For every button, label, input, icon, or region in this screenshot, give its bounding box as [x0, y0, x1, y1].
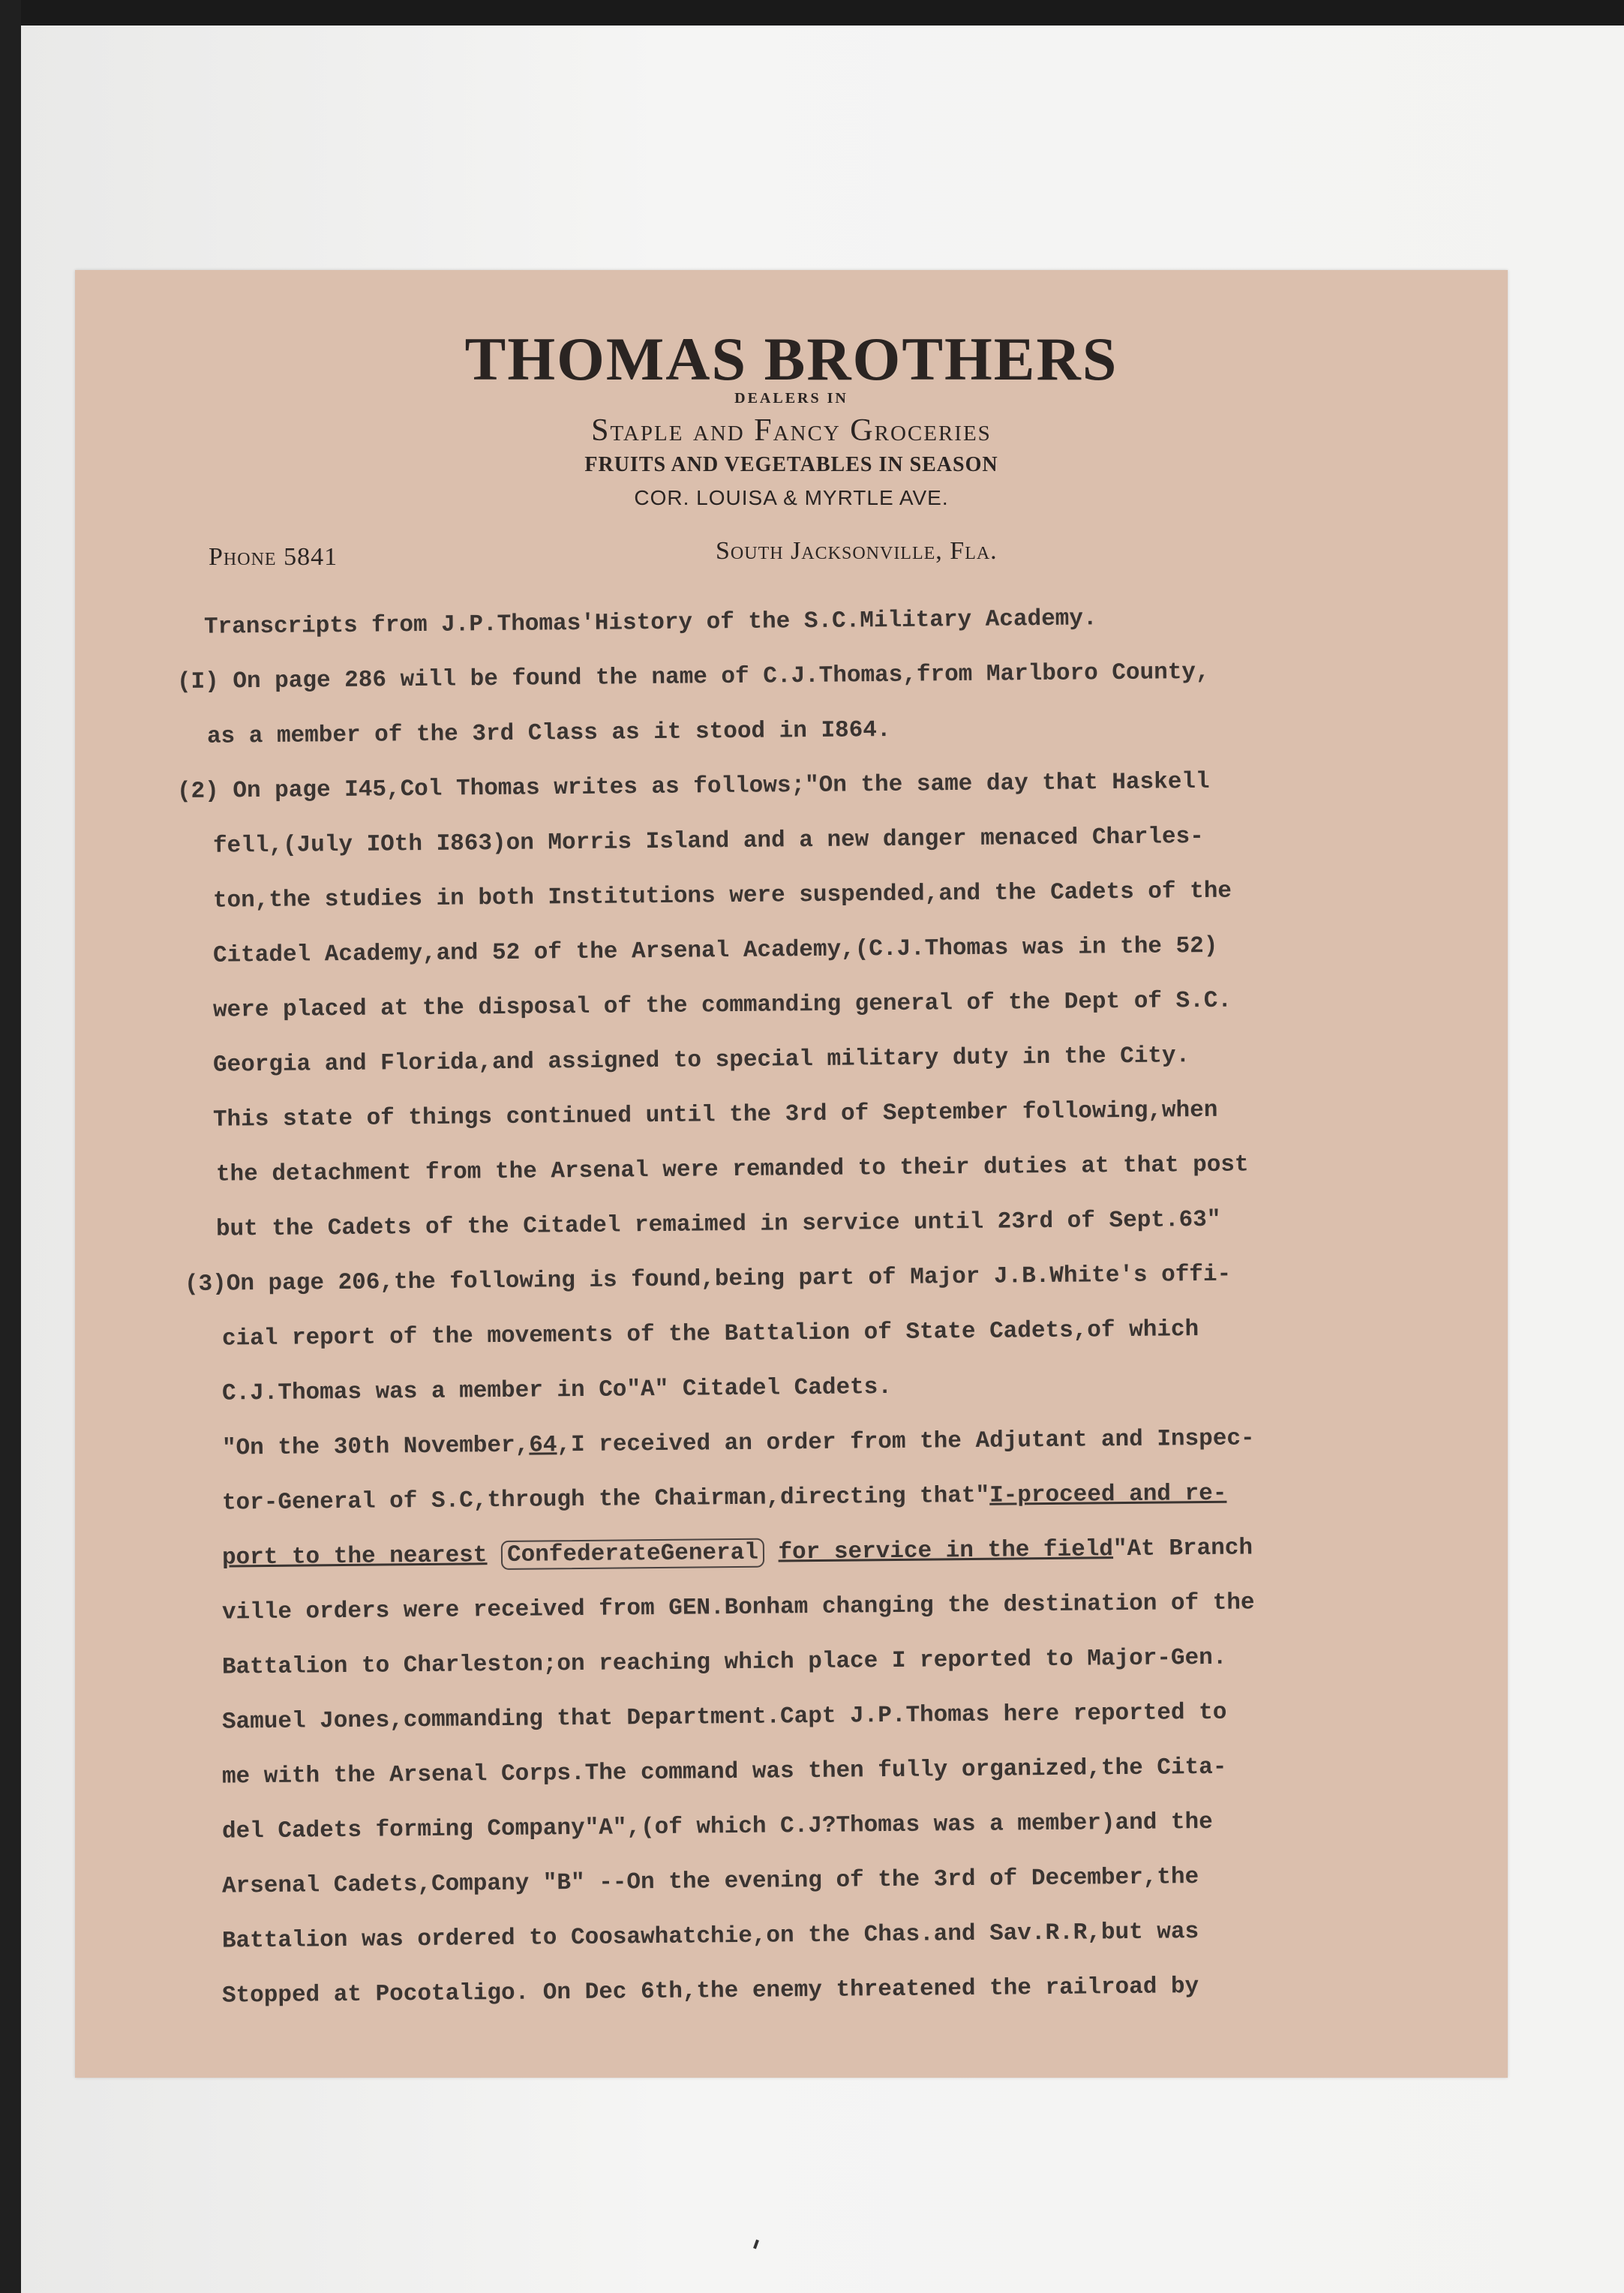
body-line: Samuel Jones,commanding that Department.Capt J.P.Thomas here reported to	[221, 1699, 1227, 1736]
underlined-year: 64	[529, 1432, 557, 1459]
letterhead-produce: FRUITS AND VEGETABLES IN SEASON	[584, 453, 998, 476]
underlined-order: port to the nearest	[221, 1542, 488, 1571]
letterhead-firm-name: THOMAS BROTHERS	[464, 325, 1118, 393]
underlined-order: for service in the field	[778, 1536, 1114, 1566]
body-line: Battalion was ordered to Coosawhatchie,on the Chas.and Sav.R.R,but was	[221, 1919, 1199, 1955]
typed-transcript	[176, 600, 1494, 2024]
body-line: This state of things continued until the 3rd of September following,when	[212, 1097, 1218, 1133]
body-line: the detachment from the Arsenal were remanded to their duties at that post	[215, 1151, 1249, 1188]
body-fragment: tor-General of S.C,through the Chairman,directing that"	[221, 1482, 990, 1517]
letterhead-city: South Jacksonville, Fla.	[716, 537, 998, 565]
letterhead-dealers-in: DEALERS IN	[734, 390, 848, 407]
body-line: (2) On page I45,Col Thomas writes as follows;"On the same day that Haskell	[176, 768, 1210, 805]
body-line: ville orders were received from GEN.Bonham changing the destination of the	[221, 1589, 1255, 1626]
body-line: fell,(July IOth I863)on Morris Island and a new danger menaced Charles-	[212, 824, 1204, 860]
body-line: cial report of the movements of the Battalion of State Cadets,of which	[221, 1316, 1199, 1352]
body-line: Stopped at Pocotaligo. On Dec 6th,the enemy threatened the railroad by	[221, 1973, 1199, 2009]
body-line: C.J.Thomas was a member in Co"A" Citadel Cadets.	[221, 1374, 893, 1407]
body-line: Georgia and Florida,and assigned to special military duty in the City.	[212, 1043, 1190, 1079]
scanner-frame-left	[0, 0, 21, 2293]
scanner-frame-top	[0, 0, 1624, 26]
body-line: Transcripts from J.P.Thomas'History of the S.C.Military Academy.	[203, 605, 1097, 641]
boxed-text: ConfederateGeneral	[501, 1538, 764, 1570]
body-line: me with the Arsenal Corps.The command was then fully organized,the Cita-	[221, 1754, 1227, 1790]
body-line: as a member of the 3rd Class as it stood in I864.	[206, 717, 891, 750]
body-line: ton,the studies in both Institutions were suspended,and the Cadets of the	[212, 878, 1232, 914]
body-line: but the Cadets of the Citadel remaimed in service until 23rd of Sept.63"	[215, 1206, 1221, 1243]
body-fragment: "On the 30th November,	[221, 1432, 530, 1462]
body-line: del Cadets forming Company"A",(of which C.J?Thomas was a member)and the	[221, 1808, 1213, 1845]
body-line: (I) On page 286 will be found the name of C.J.Thomas,from Marlboro County,	[176, 659, 1210, 695]
body-line: (3)On page 206,the following is found,being part of Major J.B.White's offi-	[184, 1261, 1232, 1298]
body-line: were placed at the disposal of the commanding general of the Dept of S.C.	[212, 987, 1232, 1024]
body-fragment: "At Branch	[1112, 1535, 1253, 1563]
body-line: Battalion to Charleston;on reaching which place I reported to Major-Gen.	[221, 1644, 1227, 1681]
letter-page	[75, 270, 1508, 2078]
letterhead-address: COR. LOUISA & MYRTLE AVE.	[634, 486, 949, 509]
letterhead-goods: Staple and Fancy Groceries	[591, 413, 992, 448]
body-fragment: ,I received an order from the Adjutant and Inspec-	[557, 1425, 1255, 1459]
body-line: Arsenal Cadets,Company "B" --On the evening of the 3rd of December,the	[221, 1864, 1199, 1900]
body-line: Citadel Academy,and 52 of the Arsenal Academy,(C.J.Thomas was in the 52)	[212, 932, 1218, 969]
letterhead-phone: Phone 5841	[209, 543, 338, 571]
underlined-order: I-proceed and re-	[989, 1480, 1227, 1509]
